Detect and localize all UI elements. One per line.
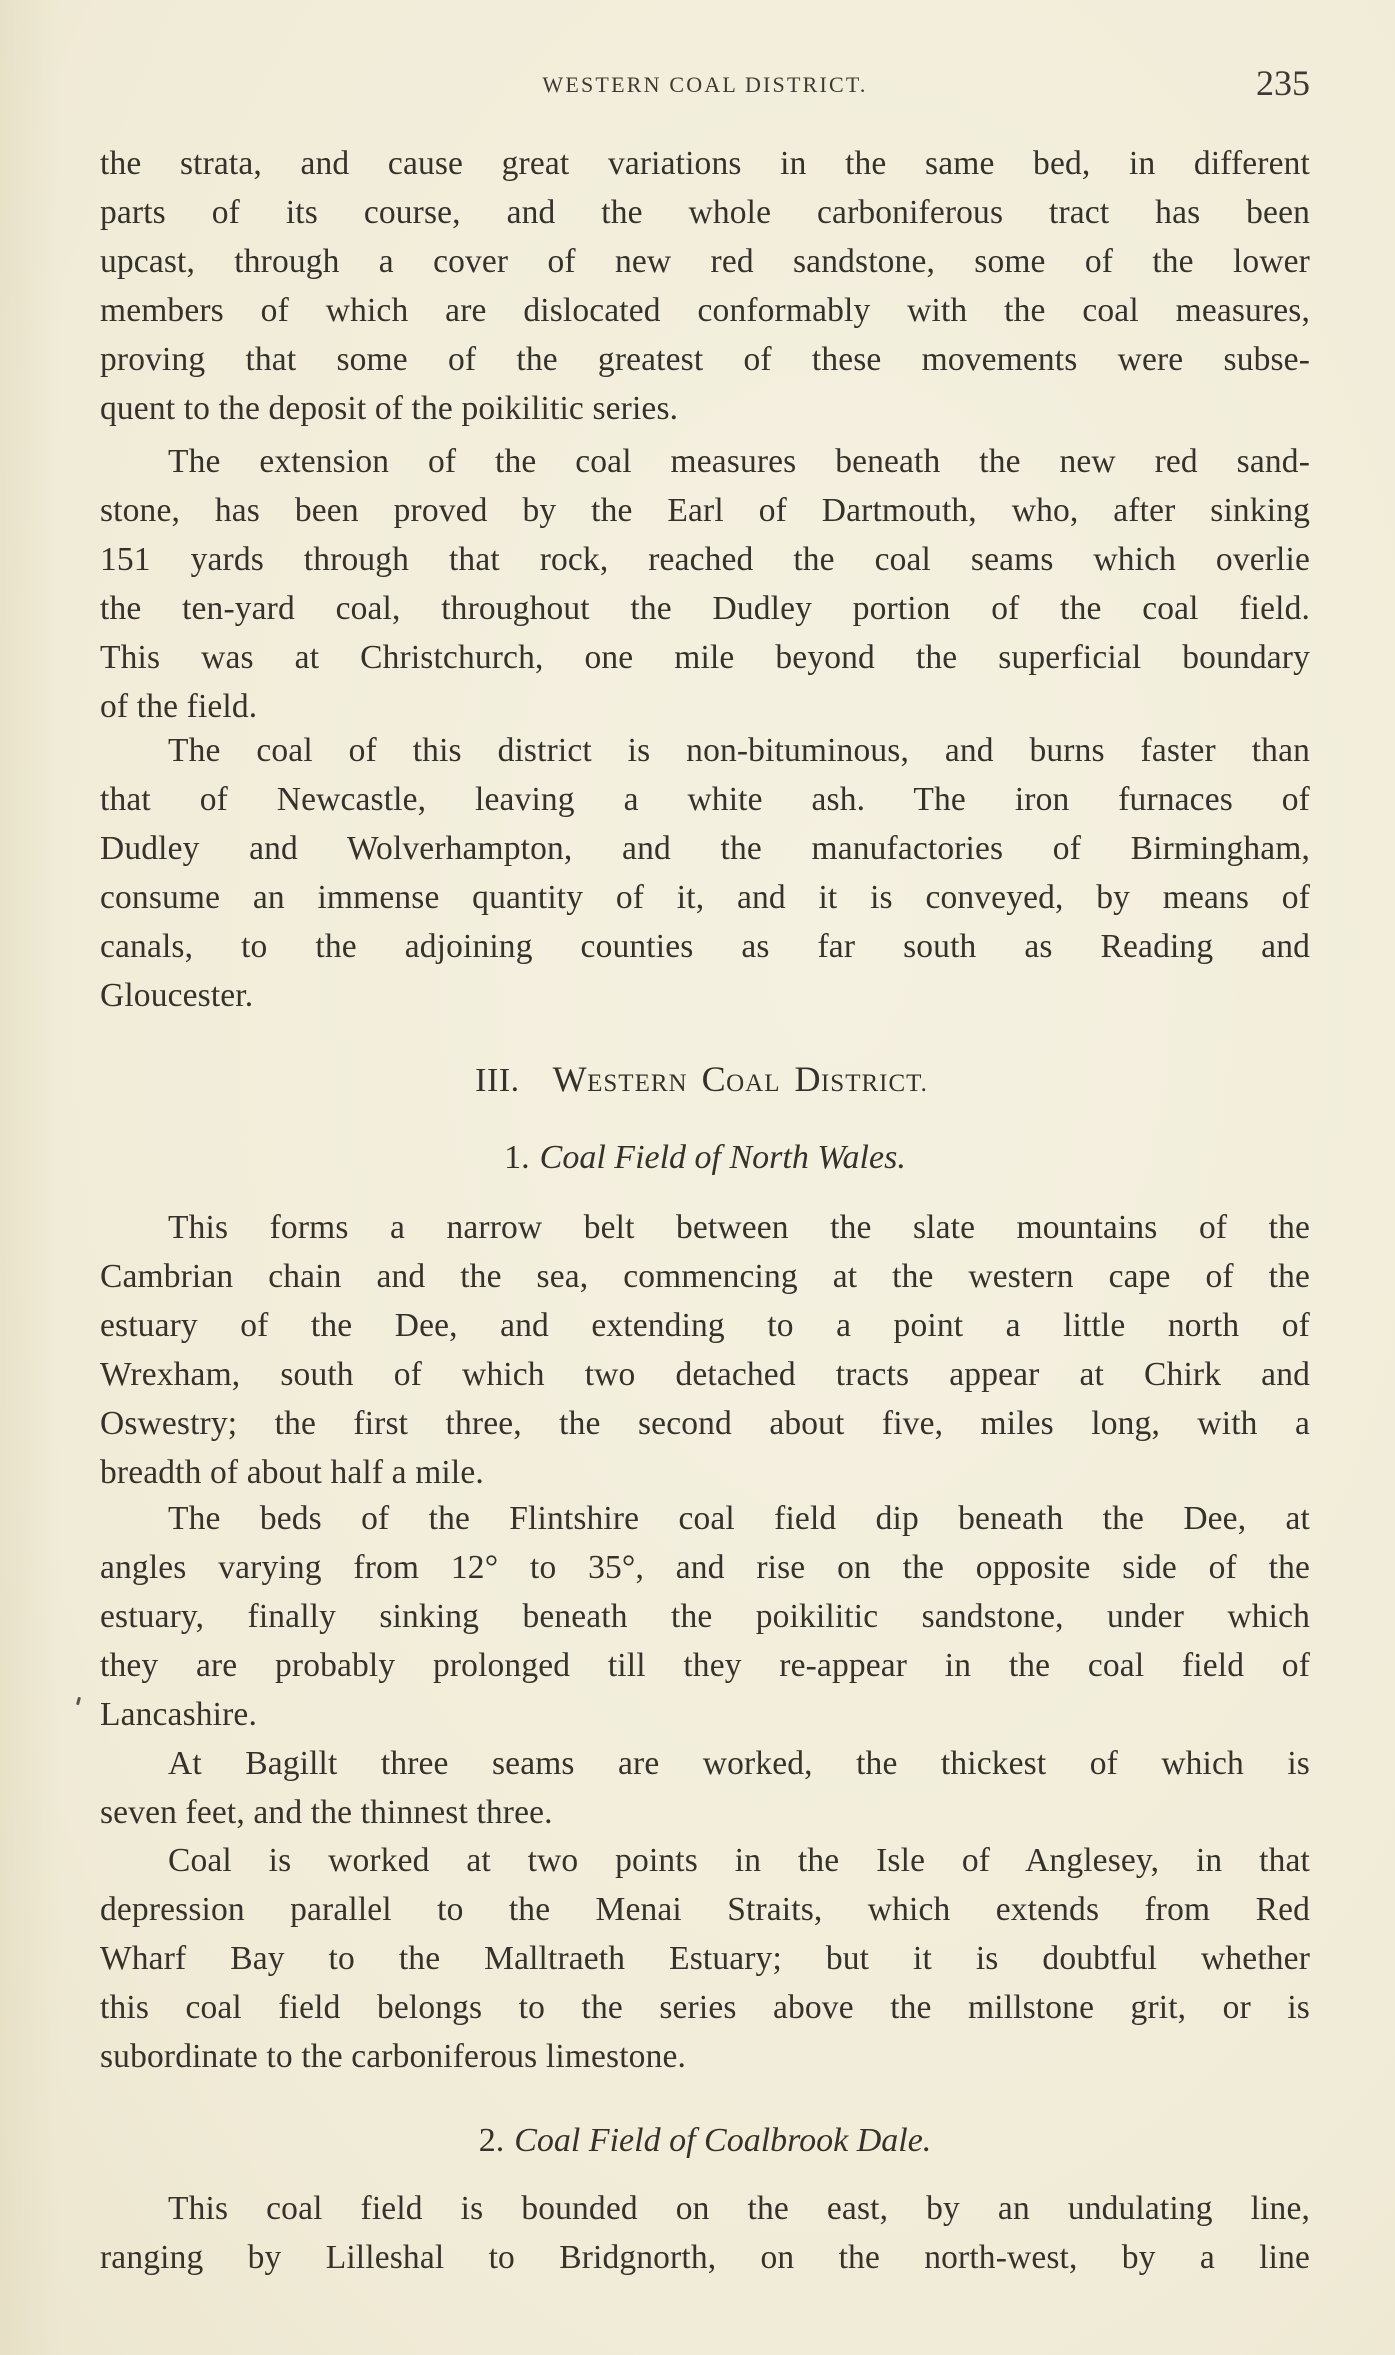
text-line: members of which are dislocated conformably with the coal measures,	[100, 292, 1310, 329]
text-line: 151 yards through that rock, reached the coal seams which overlie	[100, 541, 1310, 578]
text-line: the ten-yard coal, throughout the Dudley portion of the coal field.	[100, 590, 1310, 627]
text-line: quent to the deposit of the poikilitic series.	[100, 390, 679, 427]
page-number: 235	[1256, 63, 1310, 103]
text-line: upcast, through a cover of new red sandstone, some of the lower	[100, 243, 1310, 280]
text-line: Wharf Bay to the Malltraeth Estuary; but it is doubtful whether	[100, 1940, 1310, 1977]
text-line: parts of its course, and the whole carboniferous tract has been	[100, 194, 1310, 231]
paragraph-anglesey	[100, 1836, 1310, 2081]
heading-word: COAL	[701, 1059, 781, 1099]
text-line: consume an immense quantity of it, and it is conveyed, by means of	[100, 879, 1310, 916]
text-line: angles varying from 12° to 35°, and rise on the opposite side of the	[100, 1549, 1310, 1586]
text-line: This was at Christchurch, one mile beyond the superficial boundary	[100, 639, 1310, 676]
text-line: The coal of this district is non-bituminous, and burns faster than	[168, 732, 1310, 769]
text-line: Dudley and Wolverhampton, and the manufactories of Birmingham,	[100, 830, 1310, 867]
text-line: Cambrian chain and the sea, commencing at the western cape of the	[100, 1258, 1310, 1295]
heading-word: DISTRICT.	[794, 1059, 928, 1099]
text-line: This coal field is bounded on the east, by an undulating line,	[168, 2190, 1310, 2227]
text-line: they are probably prolonged till they re-appear in the coal field of	[100, 1647, 1310, 1684]
text-line: breadth of about half a mile.	[100, 1454, 484, 1491]
text-line: estuary of the Dee, and extending to a point a little north of	[100, 1307, 1310, 1344]
running-head	[100, 63, 1310, 106]
text-line: this coal field belongs to the series above the millstone grit, or is	[100, 1989, 1310, 2026]
text-line: that of Newcastle, leaving a white ash. The iron furnaces of	[100, 781, 1310, 818]
paragraph-flintshire	[100, 1494, 1310, 1739]
subheading-number: 1.	[504, 1139, 530, 1176]
paragraph-coal-quality	[100, 726, 1310, 1020]
text-line: stone, has been proved by the Earl of Dartmouth, who, after sinking	[100, 492, 1310, 529]
paragraph-bagillt	[100, 1739, 1310, 1837]
text-line: This forms a narrow belt between the slate mountains of the	[168, 1209, 1310, 1246]
subheading-number: 2.	[478, 2122, 505, 2159]
text-line: subordinate to the carboniferous limestone.	[100, 2038, 687, 2075]
text-line: Coal is worked at two points in the Isle of Anglesey, in that	[168, 1842, 1310, 1879]
subheading-title: Coal Field of North Wales.	[539, 1139, 906, 1176]
running-head-title: WESTERN COAL DISTRICT.	[542, 72, 868, 97]
section-heading	[100, 1054, 1310, 1104]
text-line: proving that some of the greatest of these movements were subse-	[100, 341, 1310, 378]
text-line: At Bagillt three seams are worked, the thickest of which is	[168, 1745, 1310, 1782]
paragraph-north-wales-belt	[100, 1203, 1310, 1497]
stray-ink-mark	[76, 1697, 81, 1706]
text-line: canals, to the adjoining counties as far south as Reading and	[100, 928, 1310, 965]
text-line: Oswestry; the first three, the second about five, miles long, with a	[100, 1405, 1310, 1442]
subheading-title: Coal Field of Coalbrook Dale.	[514, 2122, 932, 2159]
subheading-north-wales	[100, 1133, 1310, 1183]
section-numeral: III.	[475, 1062, 520, 1099]
text-line: The beds of the Flintshire coal field dip beneath the Dee, at	[168, 1500, 1310, 1537]
paragraph-strata	[100, 139, 1310, 433]
paragraph-extension	[100, 437, 1310, 731]
text-line: Lancashire.	[100, 1696, 257, 1733]
heading-word: WESTERN	[552, 1059, 688, 1099]
text-line: Wrexham, south of which two detached tracts appear at Chirk and	[100, 1356, 1310, 1393]
text-line: Gloucester.	[100, 977, 254, 1014]
text-line: the strata, and cause great variations in the same bed, in different	[100, 145, 1310, 182]
text-line: of the field.	[100, 688, 258, 725]
subheading-coalbrook-dale	[100, 2116, 1310, 2166]
text-line: The extension of the coal measures beneath the new red sand-	[168, 443, 1310, 480]
text-line: seven feet, and the thinnest three.	[100, 1794, 553, 1831]
text-line: ranging by Lilleshal to Bridgnorth, on the north-west, by a line	[100, 2239, 1310, 2276]
paragraph-coalbrook-bounds	[100, 2184, 1310, 2282]
text-line: depression parallel to the Menai Straits, which extends from Red	[100, 1891, 1310, 1928]
text-line: estuary, finally sinking beneath the poikilitic sandstone, under which	[100, 1598, 1310, 1635]
